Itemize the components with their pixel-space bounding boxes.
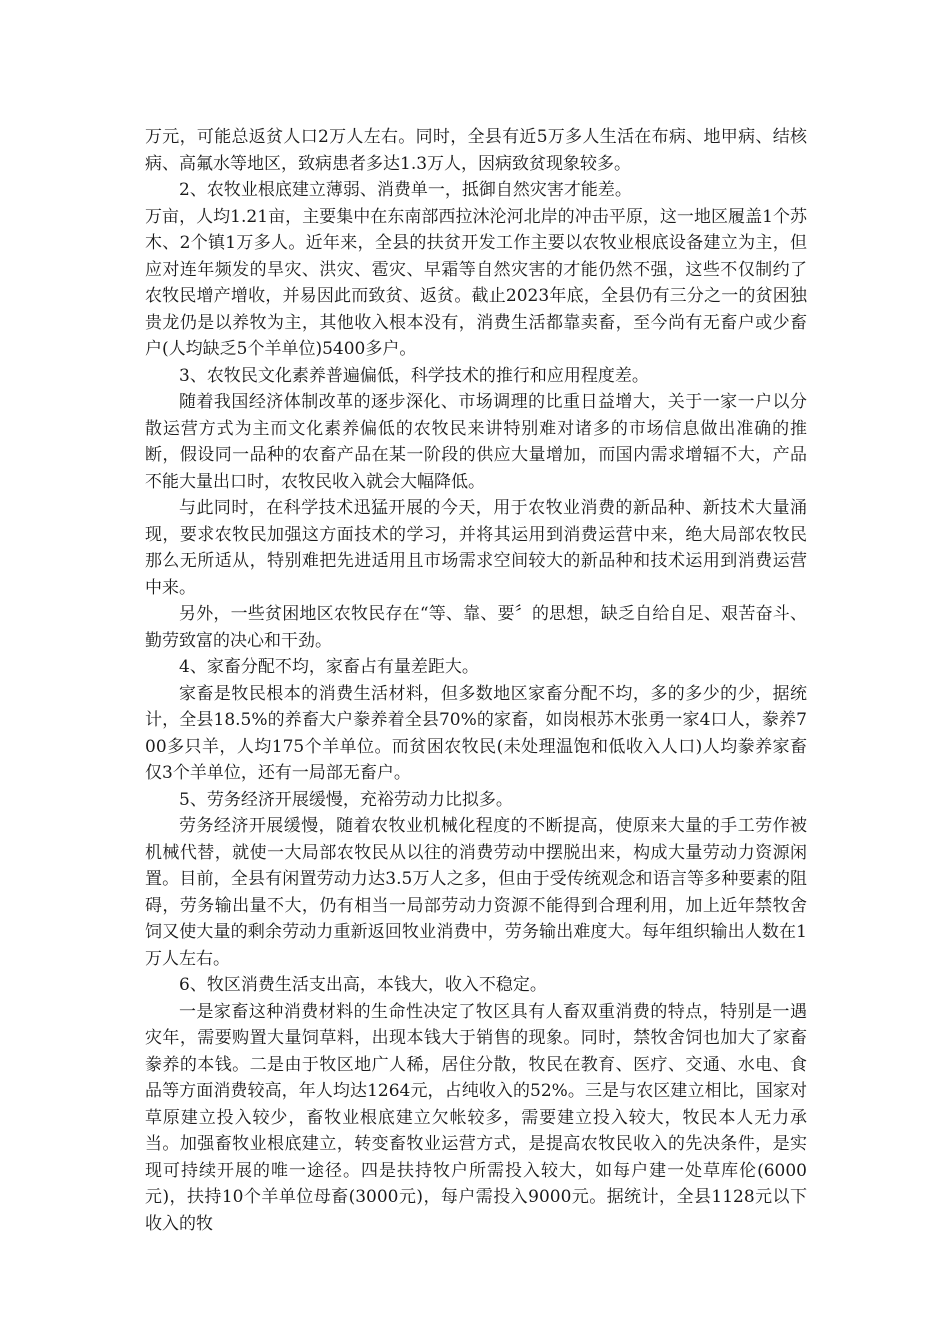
section-heading: 4、家畜分配不均，家畜占有量差距大。 bbox=[179, 657, 479, 677]
paragraph: 万亩，人均1.21亩，主要集中在东南部西拉沐沦河北岸的冲击平原，这一地区履盖1个苏木、2个镇1万多人。近年来，全县的扶贫开发工作主要以农牧业根底设备建立为主，但应对连年频发的旱灾、洪灾、雹灾、早霜等自然灾害的才能仍然不强，这些不仅制约了农牧民增产增收，并易因此而致贫、返贫。截止2023年底，全县仍有三分之一的贫困独贵龙仍是以养牧为主，其他收入根本没有，消费生活都靠卖畜，至今尚有无畜户或少畜户(人均缺乏5个羊单位)5400多户。 bbox=[145, 206, 807, 359]
paragraph: 万元，可能总返贫人口2万人左右。同时，全县有近5万多人生活在布病、地甲病、结核病、高氟水等地区，致病患者多达1.3万人，因病致贫现象较多。 bbox=[145, 127, 807, 174]
paragraph: 随着我国经济体制改革的逐步深化、市场调理的比重日益增大，关于一家一户以分散运营方式为主而文化素养偏低的农牧民来讲特别难对诸多的市场信息做出准确的推断，假设同一品种的农畜产品在某一阶段的供应大量增加，而国内需求增辐不大，产品不能大量出口时，农牧民收入就会大幅降低。 bbox=[145, 392, 807, 492]
section-heading: 3、农牧民文化素养普遍偏低，科学技术的推行和应用程度差。 bbox=[179, 365, 649, 386]
paragraph: 劳务经济开展缓慢，随着农牧业机械化程度的不断提高，使原来大量的手工劳作被机械代替，就使一大局部农牧民从以往的消费劳动中摆脱出来，构成大量劳动力资源闲置。目前，全县有闲置劳动力达3.5万人之多，但由于受传统观念和语言等多种要素的阻碍，劳务输出量不大，仍有相当一局部劳动力资源不能得到合理利用，加上近年禁牧舍饲又使大量的剩余劳动力重新返回牧业消费中，劳务输出难度大。每年组织输出人数在1万人左右。 bbox=[145, 816, 807, 969]
section-heading: 5、劳务经济开展缓慢，充裕劳动力比拟多。 bbox=[179, 789, 513, 810]
paragraph: 家畜是牧民根本的消费生活材料，但多数地区家畜分配不均，多的多少的少，据统计，全县18.5%的养畜大户豢养着全县70%的家畜，如岗根苏木张勇一家4口人，豢养700多只羊，人均175个羊单位。而贫困农牧民(未处理温饱和低收入人口)人均豢养家畜仅3个羊单位，还有一局部无畜户。 bbox=[145, 683, 807, 783]
paragraph: 一是家畜这种消费材料的生命性决定了牧区具有人畜双重消费的特点，特别是一遇灾年，需要购置大量饲草料，出现本钱大于销售的现象。同时，禁牧舍饲也加大了家畜豢养的本钱。二是由于牧区地广人稀，居住分散，牧民在教育、医疗、交通、水电、食品等方面消费较高，年人均达1264元，占纯收入的52%。三是与农区建立相比，国家对草原建立投入较少，畜牧业根底建立欠帐较多，需要建立投入较大，牧民本人无力承当。加强畜牧业根底建立，转变畜牧业运营方式，是提高农牧民收入的先决条件，是实现可持续开展的唯一途径。四是扶持牧户所需投入较大，如每户建一处草库伦(6000元)，扶持10个羊单位母畜(3000元)，每户需投入9000元。据统计，全县1128元以下收入的牧 bbox=[145, 1001, 807, 1234]
document-page bbox=[145, 124, 807, 1237]
paragraph: 与此同时，在科学技术迅猛开展的今天，用于农牧业消费的新品种、新技术大量涌现，要求农牧民加强这方面技术的学习，并将其运用到消费运营中来，绝大局部农牧民那么无所适从，特别难把先进适用且市场需求空间较大的新品种和技术运用到消费运营中来。 bbox=[145, 498, 807, 598]
section-heading: 6、牧区消费生活支出高，本钱大，收入不稳定。 bbox=[179, 975, 547, 995]
section-heading: 2、农牧业根底建立薄弱、消费单一，抵御自然灾害才能差。 bbox=[179, 180, 632, 200]
paragraph: 另外，一些贫困地区农牧民存在“等、靠、要〞的思想，缺乏自给自足、艰苦奋斗、勤劳致富的决心和干劲。 bbox=[145, 604, 807, 651]
